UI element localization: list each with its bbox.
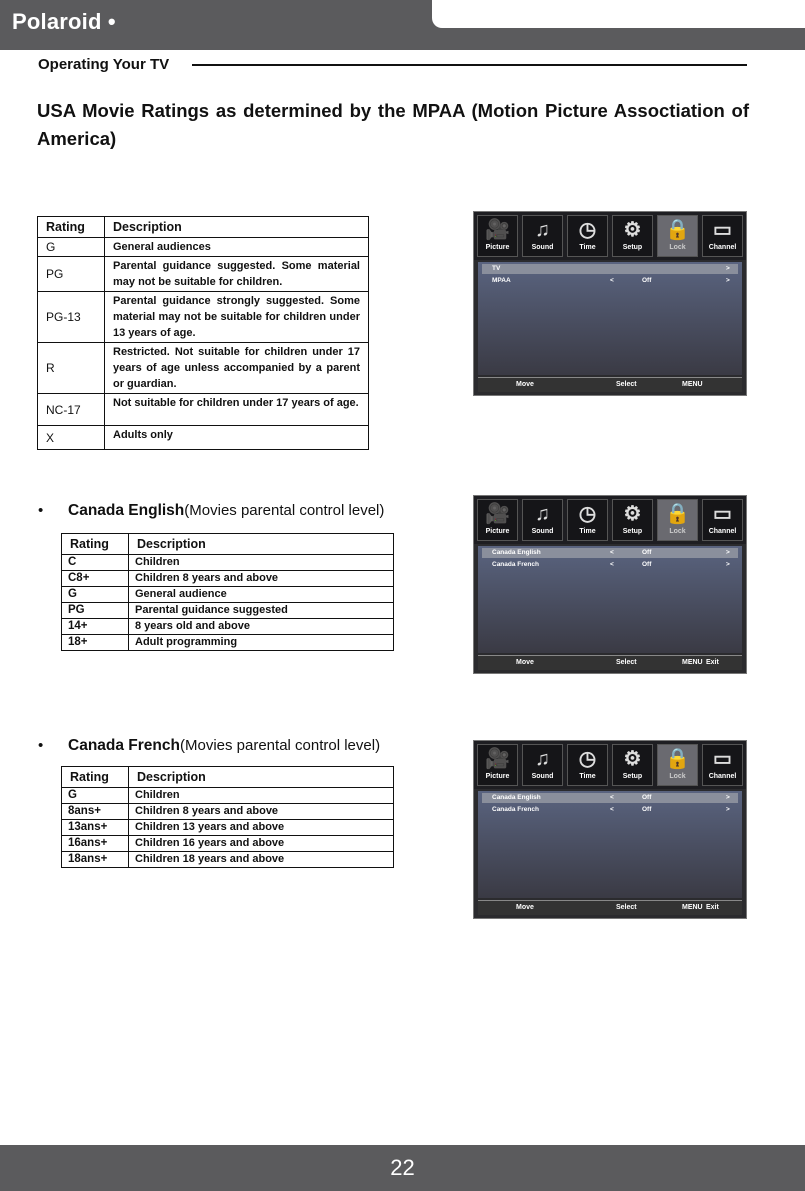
tv-menu-tab-setup[interactable] (612, 744, 653, 786)
table-row (62, 587, 394, 603)
tv-menu-tab-sound[interactable] (522, 215, 563, 257)
rating-description: Restricted. Not suitable for children under 17 years of age unless accompanied by a parent or guardian. (105, 343, 369, 394)
table-row (38, 292, 369, 343)
menu-key: MENU (682, 904, 703, 911)
exit-hint: Exit (706, 904, 719, 911)
channel-icon: ▭ (713, 748, 732, 770)
tv-menu-row-right: > (726, 549, 730, 556)
tv-menu-row-right: > (726, 277, 730, 284)
table-row (38, 238, 369, 257)
rating-code: 13ans+ (62, 820, 129, 836)
tv-menu-row[interactable] (482, 548, 738, 558)
table-row (62, 571, 394, 587)
tv-menu-row-right: > (726, 806, 730, 813)
sound-icon: ♫ (535, 503, 550, 525)
rating-description: Parental guidance strongly suggested. Some material may not be suitable for children under 13 years of age. (105, 292, 369, 343)
move-hint: Move (516, 381, 534, 388)
canada-english-heading: • Canada English(Movies parental control level) (38, 502, 385, 519)
rating-description: Children 8 years and above (129, 804, 394, 820)
tv-menu-tab-lock[interactable] (657, 499, 698, 541)
tv-menu-row-left: < (610, 806, 614, 813)
tv-menu-row-right: > (726, 561, 730, 568)
tv-menu-tab-lock[interactable] (657, 744, 698, 786)
tv-menu-icon-bar (474, 496, 746, 544)
tv-menu-row-right: > (726, 265, 730, 272)
setup-icon: ⚙ (623, 748, 642, 770)
tv-menu-tab-channel[interactable] (702, 744, 743, 786)
tv-menu-tab-label: Setup (622, 773, 643, 780)
tv-menu-tab-label: Setup (622, 244, 643, 251)
tv-menu-tab-sound[interactable] (522, 499, 563, 541)
rating-code: 8ans+ (62, 804, 129, 820)
tv-menu-row-label: TV (492, 265, 501, 272)
select-hint: Select (616, 904, 637, 911)
table-row (38, 343, 369, 394)
sound-icon: ♫ (535, 219, 550, 241)
rating-code: NC-17 (38, 394, 105, 426)
page-heading: USA Movie Ratings as determined by the MPAA (Motion Picture Assoctiation of America) (37, 100, 749, 149)
tv-menu-row[interactable] (482, 264, 738, 274)
tv-menu-footer (478, 655, 742, 670)
picture-icon: 🎥 (485, 219, 510, 241)
tv-menu-row[interactable] (482, 276, 738, 286)
rating-description: 8 years old and above (129, 619, 394, 635)
setup-icon: ⚙ (623, 503, 642, 525)
col-description: Description (105, 217, 369, 238)
table-row (62, 852, 394, 868)
tv-menu-screen-canada-french (473, 740, 747, 919)
tv-menu-row-label: MPAA (492, 277, 511, 284)
tv-menu-tab-channel[interactable] (702, 499, 743, 541)
tv-menu-row-left: < (610, 561, 614, 568)
select-hint: Select (616, 659, 637, 666)
tv-menu-tab-time[interactable] (567, 744, 608, 786)
tv-menu-tab-label: Picture (485, 244, 510, 251)
rating-code: G (38, 238, 105, 257)
rating-code: 16ans+ (62, 836, 129, 852)
tv-menu-tab-setup[interactable] (612, 215, 653, 257)
col-rating: Rating (38, 217, 105, 238)
rating-code: PG (38, 257, 105, 292)
rating-code: C (62, 555, 129, 571)
tv-menu-tab-label: Time (579, 773, 596, 780)
tv-menu-tab-label: Picture (485, 528, 510, 535)
menu-key: MENU (682, 659, 703, 666)
canada-french-table (61, 766, 394, 868)
table-row (38, 426, 369, 450)
tv-menu-panel (478, 262, 742, 375)
lock-icon: 🔒 (665, 748, 690, 770)
rating-description: Children (129, 788, 394, 804)
canada-french-heading: • Canada French(Movies parental control level) (38, 737, 381, 754)
picture-icon: 🎥 (485, 503, 510, 525)
tv-menu-tab-setup[interactable] (612, 499, 653, 541)
move-hint: Move (516, 659, 534, 666)
page-number: 22 (390, 1155, 415, 1180)
table-row (38, 257, 369, 292)
rating-description: Children 8 years and above (129, 571, 394, 587)
table-row (62, 820, 394, 836)
rating-code: G (62, 587, 129, 603)
col-rating: Rating (62, 767, 129, 788)
tv-menu-panel (478, 791, 742, 898)
tv-menu-row-value: Off (642, 561, 652, 568)
rating-code: PG (62, 603, 129, 619)
tv-menu-row-left: < (610, 794, 614, 801)
tv-menu-row[interactable] (482, 805, 738, 815)
tv-menu-screen-canada-english (473, 495, 747, 674)
col-description: Description (129, 767, 394, 788)
footer-bar (0, 1145, 805, 1191)
channel-icon: ▭ (713, 503, 732, 525)
rating-code: 18ans+ (62, 852, 129, 868)
table-row (62, 555, 394, 571)
sound-icon: ♫ (535, 748, 550, 770)
tv-menu-icon-bar (474, 741, 746, 789)
tv-menu-tab-time[interactable] (567, 215, 608, 257)
rating-description: Not suitable for children under 17 years of age. (105, 394, 369, 426)
rating-description: Children (129, 555, 394, 571)
tv-menu-tab-label: Time (579, 244, 596, 251)
tv-menu-row-label: Canada English (492, 794, 541, 801)
tv-menu-tab-label: Time (579, 528, 596, 535)
tv-menu-row-label: Canada English (492, 549, 541, 556)
tv-menu-icon-bar (474, 212, 746, 260)
setup-icon: ⚙ (623, 219, 642, 241)
col-rating: Rating (62, 534, 129, 555)
rating-code: 18+ (62, 635, 129, 651)
rating-code: R (38, 343, 105, 394)
tv-menu-row-label: Canada French (492, 561, 539, 568)
rating-description: Children 18 years and above (129, 852, 394, 868)
tv-menu-row-value: Off (642, 794, 652, 801)
tv-menu-row[interactable] (482, 793, 738, 803)
tv-menu-tab-picture[interactable] (477, 499, 518, 541)
move-hint: Move (516, 904, 534, 911)
section-title: Operating Your TV (38, 56, 170, 73)
tv-menu-tab-label: Channel (708, 528, 737, 535)
tv-menu-footer (478, 377, 742, 392)
tv-menu-row-value: Off (642, 277, 652, 284)
lock-icon: 🔒 (665, 503, 690, 525)
tv-menu-row[interactable] (482, 560, 738, 570)
tv-menu-tab-time[interactable] (567, 499, 608, 541)
rating-description: Children 13 years and above (129, 820, 394, 836)
tv-menu-tab-picture[interactable] (477, 215, 518, 257)
menu-key: MENU (682, 381, 703, 388)
header-tab (432, 0, 805, 28)
tv-menu-tab-label: Sound (531, 244, 554, 251)
rating-code: G (62, 788, 129, 804)
exit-hint: Exit (706, 659, 719, 666)
rating-description: Children 16 years and above (129, 836, 394, 852)
table-row (62, 836, 394, 852)
time-icon: ◷ (578, 748, 597, 770)
tv-menu-row-label: Canada French (492, 806, 539, 813)
canada-english-table (61, 533, 394, 651)
section-rule (192, 64, 747, 66)
time-icon: ◷ (578, 219, 597, 241)
select-hint: Select (616, 381, 637, 388)
rating-description: Parental guidance suggested (129, 603, 394, 619)
tv-menu-tab-label: Lock (669, 244, 686, 251)
tv-menu-tab-label: Channel (708, 244, 737, 251)
rating-description: General audiences (105, 238, 369, 257)
tv-menu-row-value: Off (642, 549, 652, 556)
table-row (38, 394, 369, 426)
tv-menu-tab-label: Setup (622, 528, 643, 535)
channel-icon: ▭ (713, 219, 732, 241)
tv-menu-tab-label: Sound (531, 773, 554, 780)
rating-code: PG-13 (38, 292, 105, 343)
tv-menu-row-value: Off (642, 806, 652, 813)
tv-menu-tab-channel[interactable] (702, 215, 743, 257)
table-row (62, 635, 394, 651)
rating-code: X (38, 426, 105, 450)
rating-description: General audience (129, 587, 394, 603)
table-row (62, 804, 394, 820)
rating-description: Parental guidance suggested. Some material may not be suitable for children. (105, 257, 369, 292)
tv-menu-tab-label: Picture (485, 773, 510, 780)
usa-ratings-table (37, 216, 369, 450)
table-row (62, 788, 394, 804)
tv-menu-tab-label: Lock (669, 528, 686, 535)
col-description: Description (129, 534, 394, 555)
tv-menu-tab-label: Sound (531, 528, 554, 535)
picture-icon: 🎥 (485, 748, 510, 770)
brand-logo: Polaroid • (12, 9, 116, 34)
rating-description: Adults only (105, 426, 369, 450)
tv-menu-tab-picture[interactable] (477, 744, 518, 786)
tv-menu-tab-sound[interactable] (522, 744, 563, 786)
tv-menu-row-left: < (610, 549, 614, 556)
rating-code: 14+ (62, 619, 129, 635)
table-row (62, 619, 394, 635)
lock-icon: 🔒 (665, 219, 690, 241)
rating-code: C8+ (62, 571, 129, 587)
tv-menu-panel (478, 546, 742, 653)
tv-menu-row-right: > (726, 794, 730, 801)
tv-menu-screen-usa (473, 211, 747, 396)
table-row (62, 603, 394, 619)
tv-menu-tab-label: Lock (669, 773, 686, 780)
tv-menu-footer (478, 900, 742, 915)
tv-menu-tab-label: Channel (708, 773, 737, 780)
time-icon: ◷ (578, 503, 597, 525)
tv-menu-row-left: < (610, 277, 614, 284)
rating-description: Adult programming (129, 635, 394, 651)
header-bar (0, 0, 805, 50)
tv-menu-tab-lock[interactable] (657, 215, 698, 257)
